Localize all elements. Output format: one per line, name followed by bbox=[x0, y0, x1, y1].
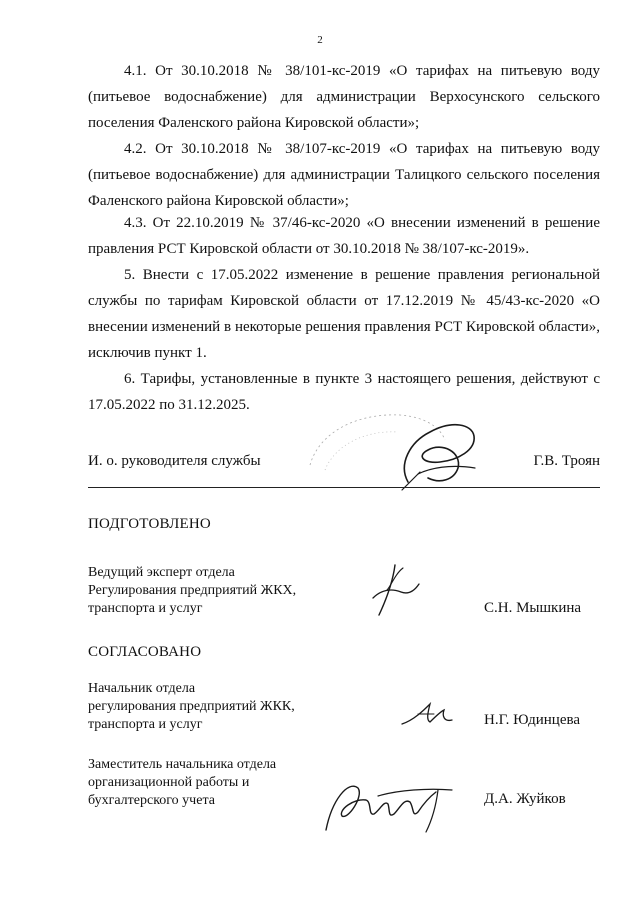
head-signature bbox=[380, 412, 500, 497]
approved-role-line: бухгалтерского учета bbox=[88, 793, 215, 808]
item-6: 6. Тарифы, установленные в пункте 3 настоящего решения, действуют с 17.05.2022 по 31.12.2025. bbox=[88, 371, 600, 413]
approved-signature-1 bbox=[400, 700, 460, 732]
prepared-signature bbox=[365, 560, 425, 620]
prepared-role bbox=[88, 564, 296, 618]
approved-role-line: организационной работы и bbox=[88, 775, 250, 790]
approved-name-2: Д.А. Жуйков bbox=[484, 791, 566, 807]
item-4-1: 4.1. От 30.10.2018 № 38/101-кс-2019 «О тарифах на питьевую воду (питьевое водоснабжение) для администрации Верхосунского сельского поселения Фаленского района Кировской области»; bbox=[88, 63, 600, 131]
approved-signature-2 bbox=[318, 770, 458, 840]
prepared-role-line: Регулирования предприятий ЖКХ, bbox=[88, 583, 297, 598]
prepared-heading: ПОДГОТОВЛЕНО bbox=[88, 516, 211, 532]
approved-role-1 bbox=[88, 680, 295, 734]
prepared-role-line: Ведущий эксперт отдела bbox=[88, 565, 235, 580]
prepared-name: С.Н. Мышкина bbox=[484, 600, 582, 616]
approved-name-1: Н.Г. Юдинцева bbox=[484, 712, 581, 728]
item-4-3: 4.3. От 22.10.2019 № 37/46-кс-2020 «О внесении изменений в решение правления РСТ Кировской области от 30.10.2018 № 38/107-кс-2019». bbox=[88, 215, 600, 257]
item-5: 5. Внести с 17.05.2022 изменение в решение правления региональной службы по тарифам Кировской области от 17.12.2019 № 45/43-кс-2020 «О внесении изменений в некоторые решения правления РСТ Кировской области», исключив пункт 1. bbox=[88, 267, 600, 361]
signatory-role: И. о. руководителя службы bbox=[88, 453, 261, 469]
approved-role-line: Начальник отдела bbox=[88, 681, 196, 696]
signatory-name: Г.В. Троян bbox=[533, 453, 600, 469]
approved-role-line: регулирования предприятий ЖКК, bbox=[88, 699, 295, 714]
approved-role-line: транспорта и услуг bbox=[88, 717, 203, 732]
prepared-role-line: транспорта и услуг bbox=[88, 601, 203, 616]
item-4-2: 4.2. От 30.10.2018 № 38/107-кс-2019 «О тарифах на питьевую воду (питьевое водоснабжение) для администрации Талицкого сельского поселения Фаленского района Кировской области»; bbox=[88, 141, 600, 209]
approved-heading: СОГЛАСОВАНО bbox=[88, 644, 202, 660]
divider-line bbox=[88, 487, 600, 488]
approved-role-line: Заместитель начальника отдела bbox=[88, 757, 277, 772]
approved-role-2 bbox=[88, 756, 276, 810]
page-number: 2 bbox=[317, 34, 323, 46]
